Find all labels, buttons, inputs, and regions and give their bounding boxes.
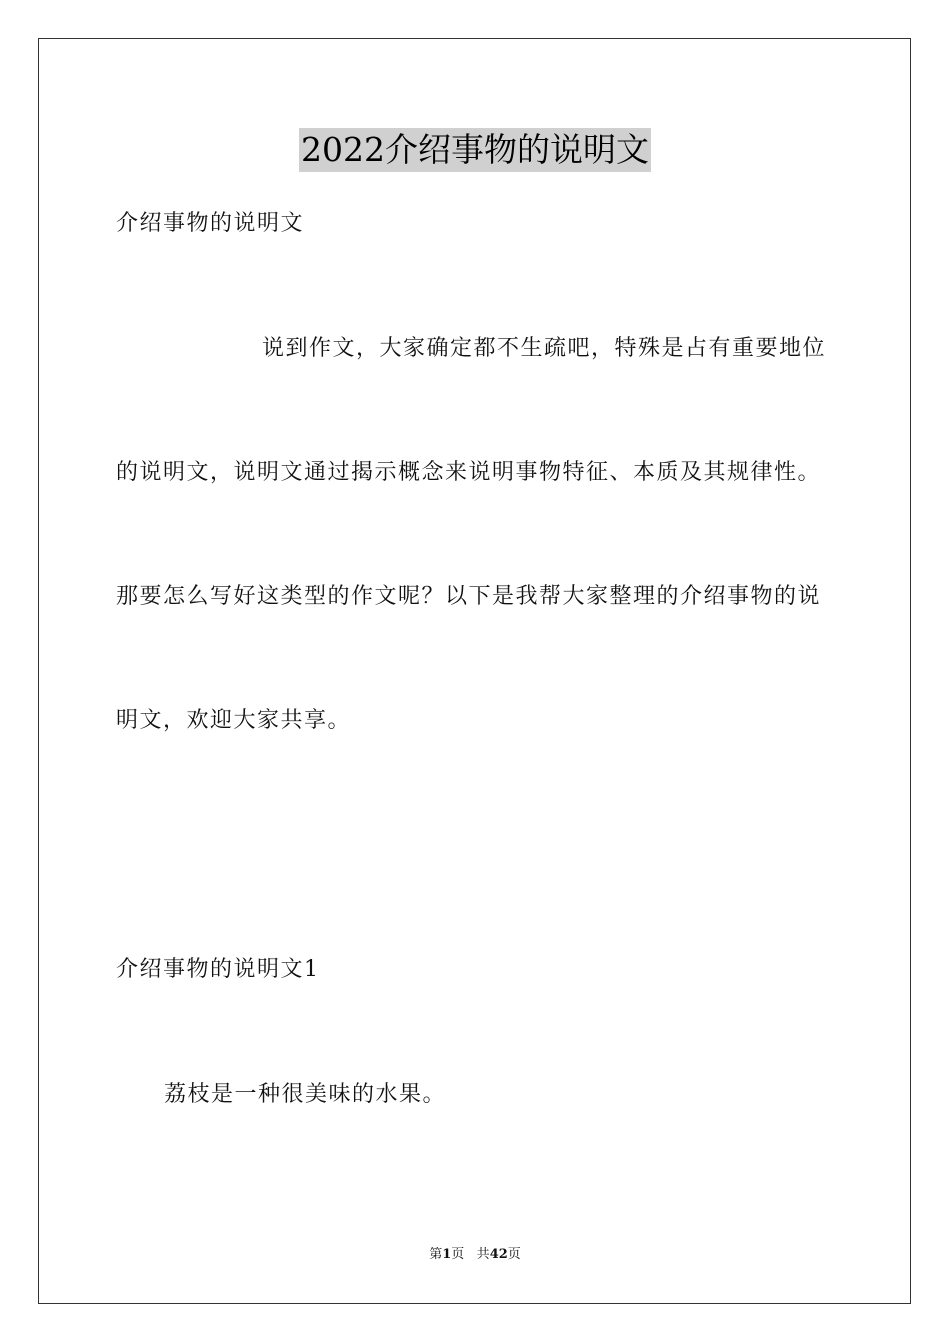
document-subtitle: 介绍事物的说明文: [116, 211, 305, 236]
footer-total-unit: 页: [507, 1247, 521, 1262]
intro-line-2: 的说明文，说明文通过揭示概念来说明事物特征、本质及其规律性。: [116, 460, 822, 485]
intro-line-3: 那要怎么写好这类型的作文呢？以下是我帮大家整理的介绍事物的说: [116, 584, 822, 609]
footer-total-pages: 42: [489, 1247, 508, 1262]
footer-page-unit: 页: [451, 1247, 465, 1262]
title-container: [0, 128, 950, 172]
footer-total-prefix: 共: [476, 1247, 490, 1262]
footer-page-number: 1: [442, 1247, 452, 1262]
page-footer: [0, 1246, 950, 1264]
section-heading: 介绍事物的说明文1: [116, 957, 320, 982]
intro-line-4: 明文，欢迎大家共享。: [116, 708, 352, 733]
document-title: 2022介绍事物的说明文: [299, 128, 651, 172]
intro-line-1: 说到作文，大家确定都不生疏吧，特殊是占有重要地位: [262, 336, 827, 361]
section-paragraph-line: 荔枝是一种很美味的水果。: [164, 1082, 447, 1107]
footer-prefix: 第: [429, 1247, 443, 1262]
